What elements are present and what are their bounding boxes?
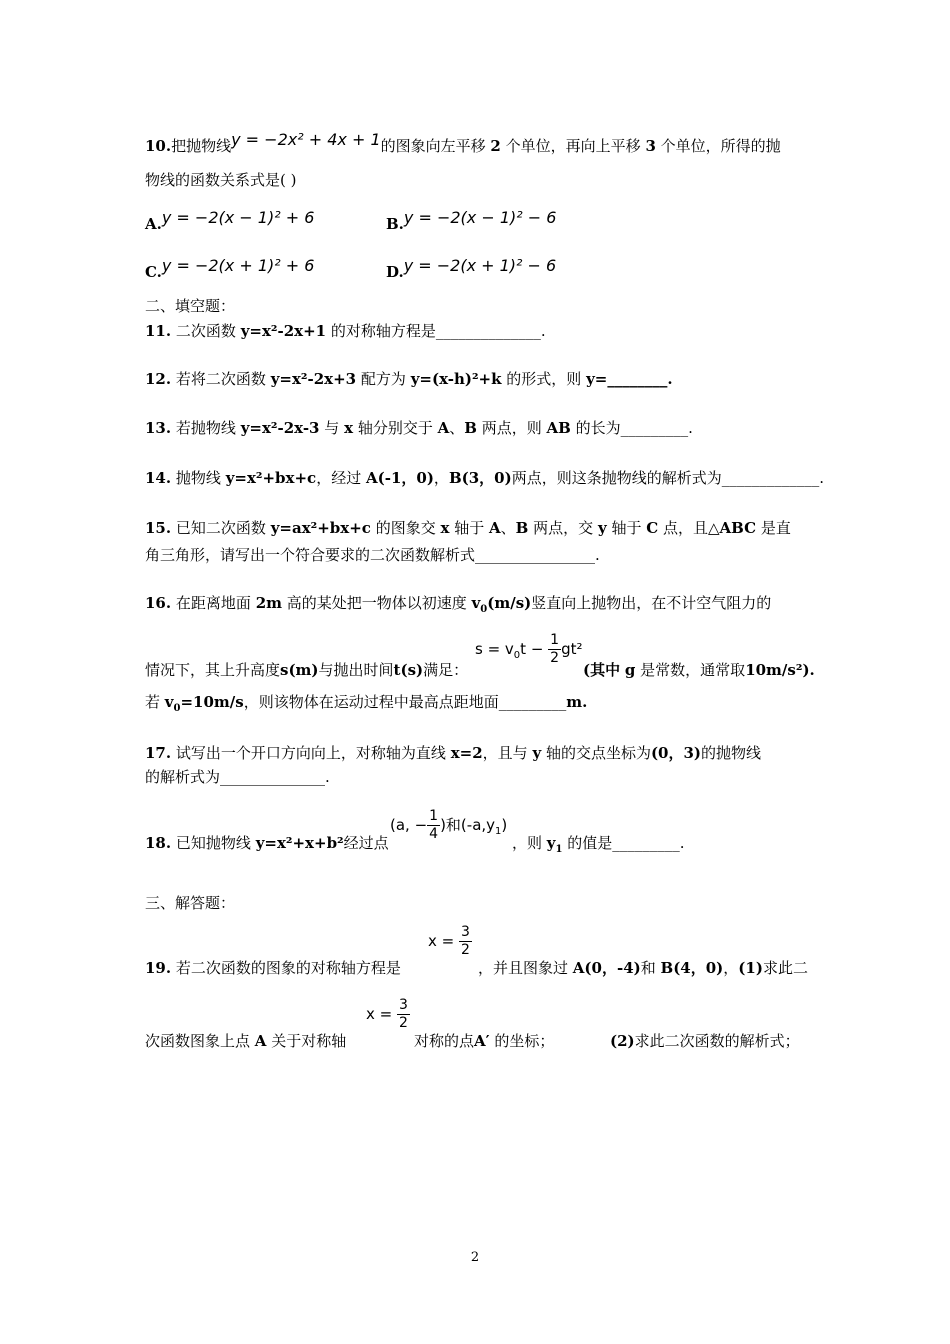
- q18-frac-den: 4: [429, 826, 439, 842]
- q16-line2: [145, 660, 468, 680]
- q17-text3: 轴的交点坐标为: [545, 744, 651, 762]
- q15-text2: 的图象交: [375, 519, 436, 537]
- q11-text: 二次函数: [175, 322, 236, 340]
- q17-y: y: [532, 744, 542, 762]
- q17-line2: 的解析式为______________.: [145, 768, 330, 786]
- q16-line2-text: 情况下，其上升高度: [145, 661, 281, 679]
- q15-number: 15.: [145, 519, 172, 537]
- q13-B: B: [464, 419, 477, 437]
- q10-formula: y = −2x² + 4x + 1: [231, 130, 381, 149]
- q18-y: y: [546, 834, 556, 852]
- q14-text: 抛物线: [175, 469, 221, 487]
- q19-text4: 求此二: [762, 959, 808, 977]
- q16-line2-note: [583, 660, 815, 680]
- q16-line3-text: 若: [145, 693, 161, 711]
- q19-frac-num: 3: [461, 924, 470, 940]
- option-d-formula: y = −2(x + 1)² − 6: [403, 256, 557, 275]
- q13-text: 若抛物线: [175, 419, 236, 437]
- q19-text3: 和: [640, 959, 656, 977]
- option-a-formula: y = −2(x − 1)² + 6: [161, 208, 315, 227]
- q16-text2: 高的某处把一物体以初速度: [286, 594, 467, 612]
- q13-text3: 轴分别交于: [357, 419, 433, 437]
- q18-point-end: ): [501, 816, 508, 834]
- option-b-formula: y = −2(x − 1)² − 6: [403, 208, 557, 227]
- q13-blank: 的长为_________.: [575, 419, 693, 437]
- q17-text4: 的抛物线: [701, 744, 762, 762]
- q19-x-eq-2: x =: [366, 1005, 393, 1023]
- q18-point-pre: (a, −: [390, 816, 428, 834]
- q19-fraction-2: [397, 997, 410, 1032]
- q16-formula-gt: gt²: [561, 640, 583, 658]
- q10-line2: [145, 170, 296, 190]
- q10-text3: 个单位，再向上平移: [505, 137, 641, 155]
- q10-option-b: [386, 208, 557, 233]
- q14-point-a: A(-1，0): [365, 469, 434, 487]
- q16-line2-text2: 与抛出时间: [318, 661, 394, 679]
- q19-line1: [145, 958, 401, 978]
- option-b-label: B.: [386, 215, 404, 233]
- q19-x-eq: x =: [428, 932, 455, 950]
- q16-line3-v: v: [164, 693, 174, 711]
- q13-formula: y=x²-2x-3: [240, 419, 320, 437]
- q13-A: A: [437, 419, 450, 437]
- q19-axis-formula-1: [428, 924, 472, 959]
- q11-blank: 的对称轴方程是______________.: [330, 322, 546, 340]
- q16-line3-value: =10m/s: [180, 693, 244, 711]
- q18: [145, 833, 389, 853]
- q16-v-sub: 0: [480, 604, 488, 615]
- q16-text3: 竖直向上抛物出，在不计空气阻力的: [531, 594, 772, 612]
- option-a-label: A.: [145, 215, 162, 233]
- option-d-label: D.: [386, 263, 404, 281]
- q12-text3: 的形式，则: [506, 370, 582, 388]
- q10-option-c: [145, 256, 315, 281]
- q10-text: 把抛物线: [171, 137, 232, 155]
- q10-n2: 3: [645, 137, 656, 155]
- q15-C: C: [646, 519, 659, 537]
- q16-formula-s: s = v: [475, 640, 514, 658]
- q19-line2-tail: [414, 1031, 554, 1051]
- q13-number: 13.: [145, 419, 172, 437]
- q18-formula: y=x²+x+b²: [255, 834, 344, 852]
- q13-AB: AB: [546, 419, 571, 437]
- q13-text2: 与: [324, 419, 340, 437]
- q12-blank: y=________.: [586, 370, 673, 388]
- q19-sep: ，: [723, 959, 739, 977]
- q18-text: 已知抛物线: [175, 834, 251, 852]
- q16-formula: [475, 632, 583, 667]
- q19-text: 若二次函数的图象的对称轴方程是: [175, 959, 401, 977]
- q19-text2: ，并且图象过: [478, 959, 569, 977]
- q17-point: (0，3): [650, 744, 702, 762]
- q15-y: y: [597, 519, 607, 537]
- q15-line1: [145, 518, 791, 538]
- q16-formula-sub: 0: [513, 650, 521, 661]
- q19-frac2-den: 2: [399, 1015, 408, 1031]
- q15-formula: y=ax²+bx+c: [270, 519, 371, 537]
- q16-line3: [145, 692, 587, 719]
- q18-point-formula: [390, 808, 507, 843]
- q14-formula: y=x²+bx+c: [225, 469, 317, 487]
- q15-ABC: ABC: [719, 519, 757, 537]
- q16-note-open: (其中: [583, 661, 621, 679]
- q18-text2: 经过点: [343, 834, 389, 852]
- q17-number: 17.: [145, 744, 172, 762]
- q16-unit: (m/s): [487, 594, 532, 612]
- q10-line2-text: 物线的函数关系式是( ): [145, 171, 297, 189]
- q10-option-d: [386, 256, 557, 281]
- q19-point-a: A(0，-4): [572, 959, 641, 977]
- q16-line3-unit: m.: [566, 693, 588, 711]
- q16-t: t(s): [393, 661, 424, 679]
- q15-x: x: [440, 519, 450, 537]
- q19-line2: [145, 1031, 346, 1051]
- q15-text6: 点，且△: [662, 519, 720, 537]
- q19-part1: (1): [738, 959, 763, 977]
- q12-formula: y=x²-2x+3: [270, 370, 357, 388]
- q12-formula2: y=(x-h)²+k: [410, 370, 502, 388]
- q18-fraction: [427, 808, 440, 843]
- q18-tail: [512, 833, 685, 860]
- q18-point-sub: 1: [495, 826, 502, 837]
- q19-frac-den: 2: [461, 942, 470, 958]
- q15-text3: 轴于: [454, 519, 485, 537]
- q19-part2-label: (2): [610, 1032, 635, 1050]
- q10-option-a: [145, 208, 315, 233]
- q16-g: g: [624, 661, 636, 679]
- q16-line2-text3: 满足：: [423, 661, 469, 679]
- q12: [145, 369, 673, 389]
- q14: [145, 468, 824, 488]
- q10-n1: 2: [490, 137, 501, 155]
- q15-line2: 角三角形，请写出一个符合要求的二次函数解析式________________.: [145, 546, 600, 564]
- q19-line2-text3: 对称的点: [414, 1032, 475, 1050]
- q16-number: 16.: [145, 594, 172, 612]
- q16-text: 在距离地面: [175, 594, 251, 612]
- q17-text: 试写出一个开口方向向上，对称轴为直线: [175, 744, 446, 762]
- q16-v: v: [471, 594, 481, 612]
- q15-text4: 两点，交: [533, 519, 594, 537]
- q16-line1: [145, 593, 771, 620]
- q10-number: 10.: [145, 137, 172, 155]
- q19-fraction-1: [459, 924, 472, 959]
- section-fill-blank-title: 二、填空题：: [145, 297, 236, 315]
- q19-line2-text2: 关于对称轴: [271, 1032, 347, 1050]
- q10-text2: 的图象向左平移: [380, 137, 486, 155]
- q17-axis: x=2: [450, 744, 483, 762]
- q14-text2: ，经过: [316, 469, 362, 487]
- q16-note-close: ).: [802, 661, 815, 679]
- q16-height: 2m: [255, 594, 282, 612]
- q19-part2-text: 求此二次函数的解析式；: [634, 1032, 800, 1050]
- q13-sep: 、: [449, 419, 465, 437]
- q19-line1-tail: [478, 958, 808, 978]
- q19-point-b: B(4，0): [660, 959, 724, 977]
- q19-line2-text4: 的坐标；: [494, 1032, 555, 1050]
- q19-part2: [610, 1031, 800, 1051]
- q14-sep: ，: [433, 469, 449, 487]
- q18-frac-num: 1: [429, 808, 439, 824]
- q18-blank: 的值是_________.: [567, 834, 685, 852]
- q16-g-value: 10m/s²: [745, 661, 803, 679]
- q10-line1: [145, 130, 781, 156]
- q15-A: A: [489, 519, 501, 537]
- q15-text5: 轴于: [611, 519, 642, 537]
- q16-note-text: 是常数，通常取: [640, 661, 746, 679]
- q19-frac2-num: 3: [399, 997, 408, 1013]
- q10-text4: 个单位，所得的抛: [660, 137, 781, 155]
- q11-formula: y=x²-2x+1: [240, 322, 327, 340]
- q19-number: 19.: [145, 959, 172, 977]
- q19-line2-text: 次函数图象上点: [145, 1032, 251, 1050]
- q12-text2: 配方为: [360, 370, 406, 388]
- q17-text2: ，且与: [482, 744, 528, 762]
- q19-A: A: [254, 1032, 267, 1050]
- q16-s: s(m): [280, 661, 319, 679]
- q19-A-prime: A′: [474, 1032, 490, 1050]
- q14-blank: 两点，则这条抛物线的解析式为_____________.: [511, 469, 824, 487]
- q19-axis-formula-2: [366, 997, 410, 1032]
- option-c-formula: y = −2(x + 1)² + 6: [161, 256, 315, 275]
- section-answer-title: 三、解答题：: [145, 894, 236, 912]
- q14-point-b: B(3，0): [448, 469, 512, 487]
- q18-text3: ，则: [512, 834, 543, 852]
- q18-number: 18.: [145, 834, 172, 852]
- q11: [145, 321, 546, 341]
- q14-number: 14.: [145, 469, 172, 487]
- q16-fraction: [548, 632, 561, 667]
- q13-x: x: [344, 419, 354, 437]
- page-number: 2: [470, 1250, 480, 1265]
- q15-text7: 是直: [760, 519, 791, 537]
- q16-line3-v-sub: 0: [173, 703, 181, 714]
- q12-text: 若将二次函数: [175, 370, 266, 388]
- q16-line3-blank: ，则该物体在运动过程中最高点距地面_________: [243, 693, 567, 711]
- q16-frac-num: 1: [550, 632, 560, 648]
- q13-text4: 两点，则: [481, 419, 542, 437]
- q13: [145, 418, 693, 438]
- q15-text: 已知二次函数: [175, 519, 266, 537]
- q11-number: 11.: [145, 322, 172, 340]
- option-c-label: C.: [145, 263, 162, 281]
- q15-sep: 、: [500, 519, 516, 537]
- q15-B: B: [515, 519, 529, 537]
- q16-formula-t: t −: [520, 640, 544, 658]
- q12-number: 12.: [145, 370, 172, 388]
- q16-frac-den: 2: [550, 650, 560, 666]
- q17-line1: [145, 743, 761, 763]
- q18-point-mid: )和(-a,y: [440, 816, 496, 834]
- q18-y-sub: 1: [555, 844, 563, 855]
